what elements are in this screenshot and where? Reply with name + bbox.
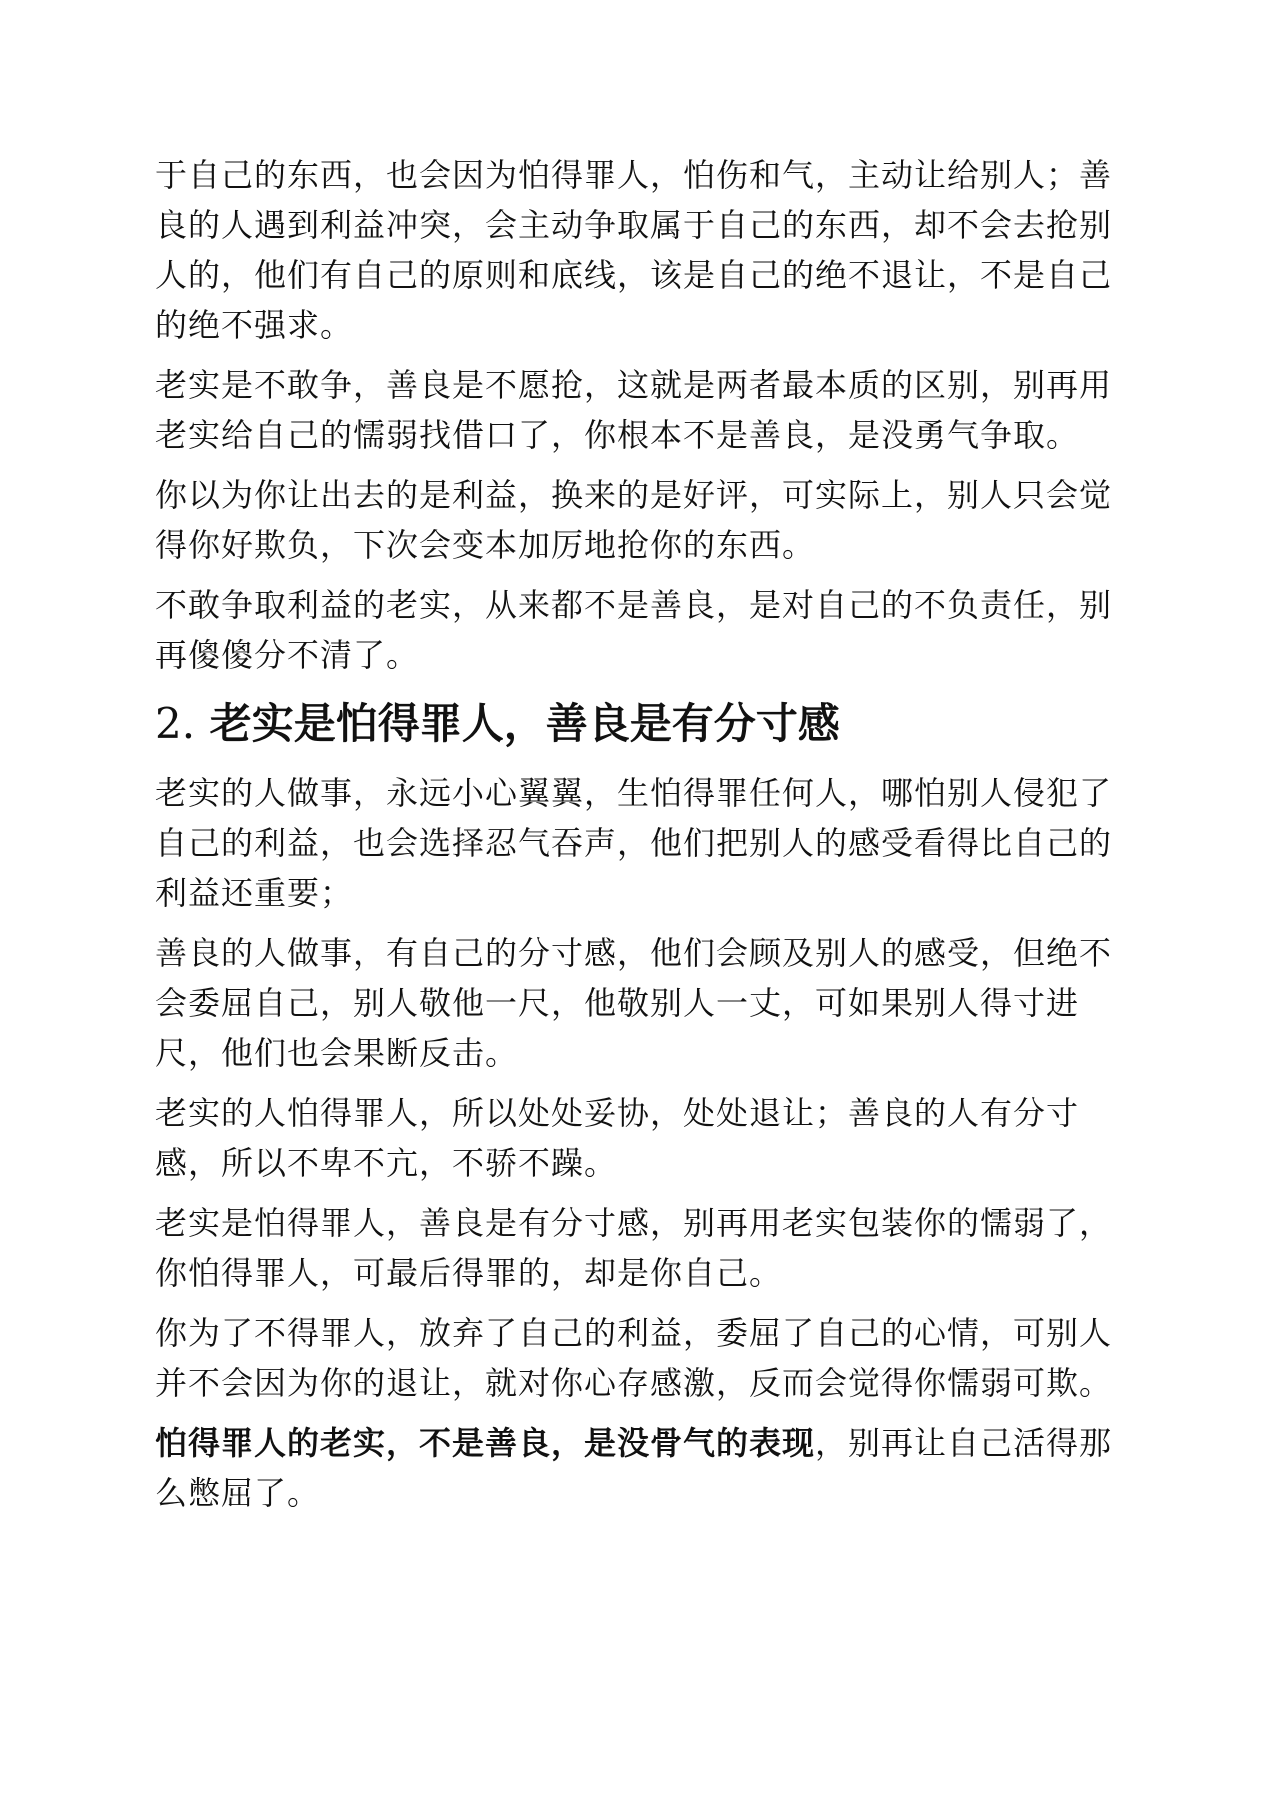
paragraph: 老实的人怕得罪人，所以处处妥协，处处退让；善良的人有分寸感，所以不卑不亢，不骄不躁。 [155, 1094, 1080, 1182]
paragraph: 老实是怕得罪人，善良是有分寸感，别再用老实包装你的懦弱了，你怕得罪人，可最后得罪的，却是你自己。 [155, 1204, 1113, 1292]
paragraph: 老实是不敢争，善良是不愿抢，这就是两者最本质的区别，别再用老实给自己的懦弱找借口了，你根本不是善良，是没勇气争取。 [155, 366, 1113, 454]
heading-number: 2. [155, 699, 196, 748]
paragraph: 于自己的东西，也会因为怕得罪人，怕伤和气，主动让给别人；善良的人遇到利益冲突，会主动争取属于自己的东西，却不会去抢别人的，他们有自己的原则和底线，该是自己的绝不退让，不是自己的绝不强求。 [155, 156, 1113, 344]
paragraph: 你为了不得罪人，放弃了自己的利益，委屈了自己的心情，可别人并不会因为你的退让，就对你心存感激，反而会觉得你懦弱可欺。 [155, 1314, 1113, 1402]
paragraph-with-bold [155, 1418, 1120, 1518]
section-heading [155, 694, 1120, 754]
heading-text: 老实是怕得罪人，善良是有分寸感 [209, 699, 840, 748]
document-page [155, 150, 1120, 1528]
paragraph: 善良的人做事，有自己的分寸感，他们会顾及别人的感受，但绝不会委屈自己，别人敬他一尺，他敬别人一丈，可如果别人得寸进尺，他们也会果断反击。 [155, 934, 1113, 1072]
paragraph: 你以为你让出去的是利益，换来的是好评，可实际上，别人只会觉得你好欺负，下次会变本加厉地抢你的东西。 [155, 476, 1113, 564]
paragraph-rest: ，别再让自己活得那么憋屈了。 [155, 1424, 1113, 1512]
bold-phrase: 怕得罪人的老实，不是善良，是没骨气的表现 [155, 1424, 816, 1462]
paragraph: 老实的人做事，永远小心翼翼，生怕得罪任何人，哪怕别人侵犯了自己的利益，也会选择忍气吞声，他们把别人的感受看得比自己的利益还重要； [155, 774, 1113, 912]
paragraph: 不敢争取利益的老实，从来都不是善良，是对自己的不负责任，别再傻傻分不清了。 [155, 586, 1113, 674]
